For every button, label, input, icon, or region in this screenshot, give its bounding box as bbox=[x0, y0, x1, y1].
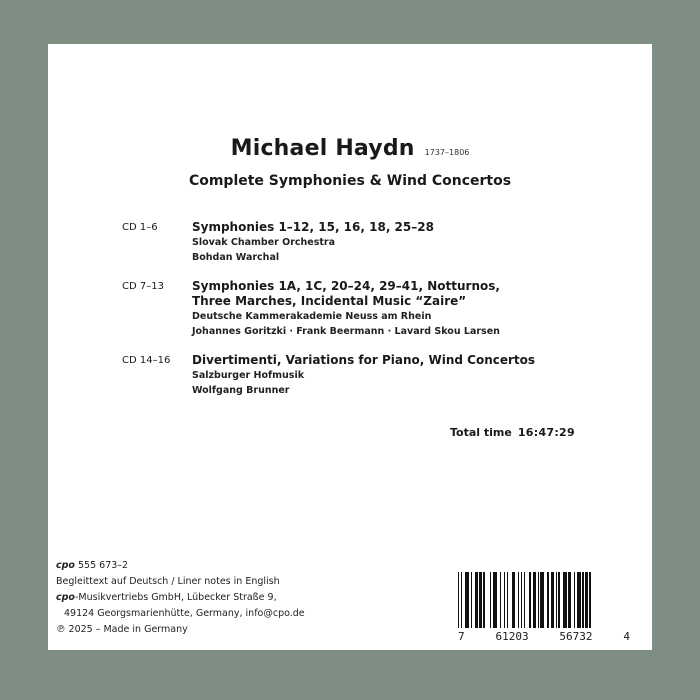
cd-body bbox=[192, 279, 592, 339]
barcode-group-1: 61203 bbox=[495, 630, 529, 643]
composer-name: Michael Haydn bbox=[230, 136, 415, 161]
header bbox=[48, 136, 652, 189]
cd-performer: Slovak Chamber Orchestra bbox=[192, 237, 336, 248]
total-time-value: 16:47:29 bbox=[517, 426, 575, 439]
total-time-label: Total time bbox=[450, 426, 512, 439]
barcode-check-digit: 4 bbox=[623, 630, 630, 643]
barcode-group-2: 56732 bbox=[559, 630, 593, 643]
footer bbox=[56, 558, 305, 638]
cd-performer: Salzburger Hofmusik bbox=[192, 370, 305, 381]
cd-conductor: Bohdan Warchal bbox=[192, 252, 280, 263]
album-subtitle: Complete Symphonies & Wind Concertos bbox=[188, 173, 512, 189]
catalog-line bbox=[56, 558, 305, 574]
cd-conductor: Wolfgang Brunner bbox=[192, 385, 290, 396]
cd-body bbox=[192, 220, 592, 265]
composer-dates: 1737–1806 bbox=[424, 148, 470, 157]
cd-title: Symphonies 1A, 1C, 20–24, 29–41, Notturnos, bbox=[192, 279, 500, 293]
cd-number: CD 1–6 bbox=[122, 222, 158, 233]
cd-entry bbox=[122, 279, 592, 339]
cd-number: CD 14–16 bbox=[122, 355, 171, 366]
cd-title-continued: Three Marches, Incidental Music “Zaire” bbox=[192, 294, 467, 308]
composer-line bbox=[48, 136, 652, 161]
total-time bbox=[450, 426, 575, 439]
cd-entry bbox=[122, 220, 592, 265]
cd-performer: Deutsche Kammerakademie Neuss am Rhein bbox=[192, 311, 432, 322]
brand-logo: cpo bbox=[56, 560, 75, 571]
copyright: ℗ 2025 – Made in Germany bbox=[56, 624, 188, 635]
barcode-bars bbox=[458, 572, 630, 628]
cd-title: Divertimenti, Variations for Piano, Wind Concertos bbox=[192, 353, 536, 367]
liner-notes: Begleittext auf Deutsch / Liner notes in English bbox=[56, 576, 280, 587]
cd-number: CD 7–13 bbox=[122, 281, 164, 292]
publisher-line bbox=[56, 590, 305, 606]
publisher-text: -Musikvertriebs GmbH, Lübecker Straße 9, bbox=[74, 592, 277, 603]
cd-body bbox=[192, 353, 592, 398]
barcode-digits bbox=[458, 630, 630, 643]
barcode-lead-digit: 7 bbox=[458, 630, 465, 643]
address: 49124 Georgsmarienhütte, Germany, info@cpo.de bbox=[64, 608, 305, 619]
cd-title: Symphonies 1–12, 15, 16, 18, 25–28 bbox=[192, 220, 434, 234]
barcode bbox=[458, 572, 630, 643]
cd-list bbox=[122, 220, 592, 412]
back-cover bbox=[48, 44, 652, 650]
brand-logo: cpo bbox=[56, 592, 75, 603]
cd-conductor: Johannes Goritzki · Frank Beermann · Lavard Skou Larsen bbox=[192, 326, 500, 337]
cd-entry bbox=[122, 353, 592, 398]
catalog-number: 555 673–2 bbox=[78, 560, 129, 571]
